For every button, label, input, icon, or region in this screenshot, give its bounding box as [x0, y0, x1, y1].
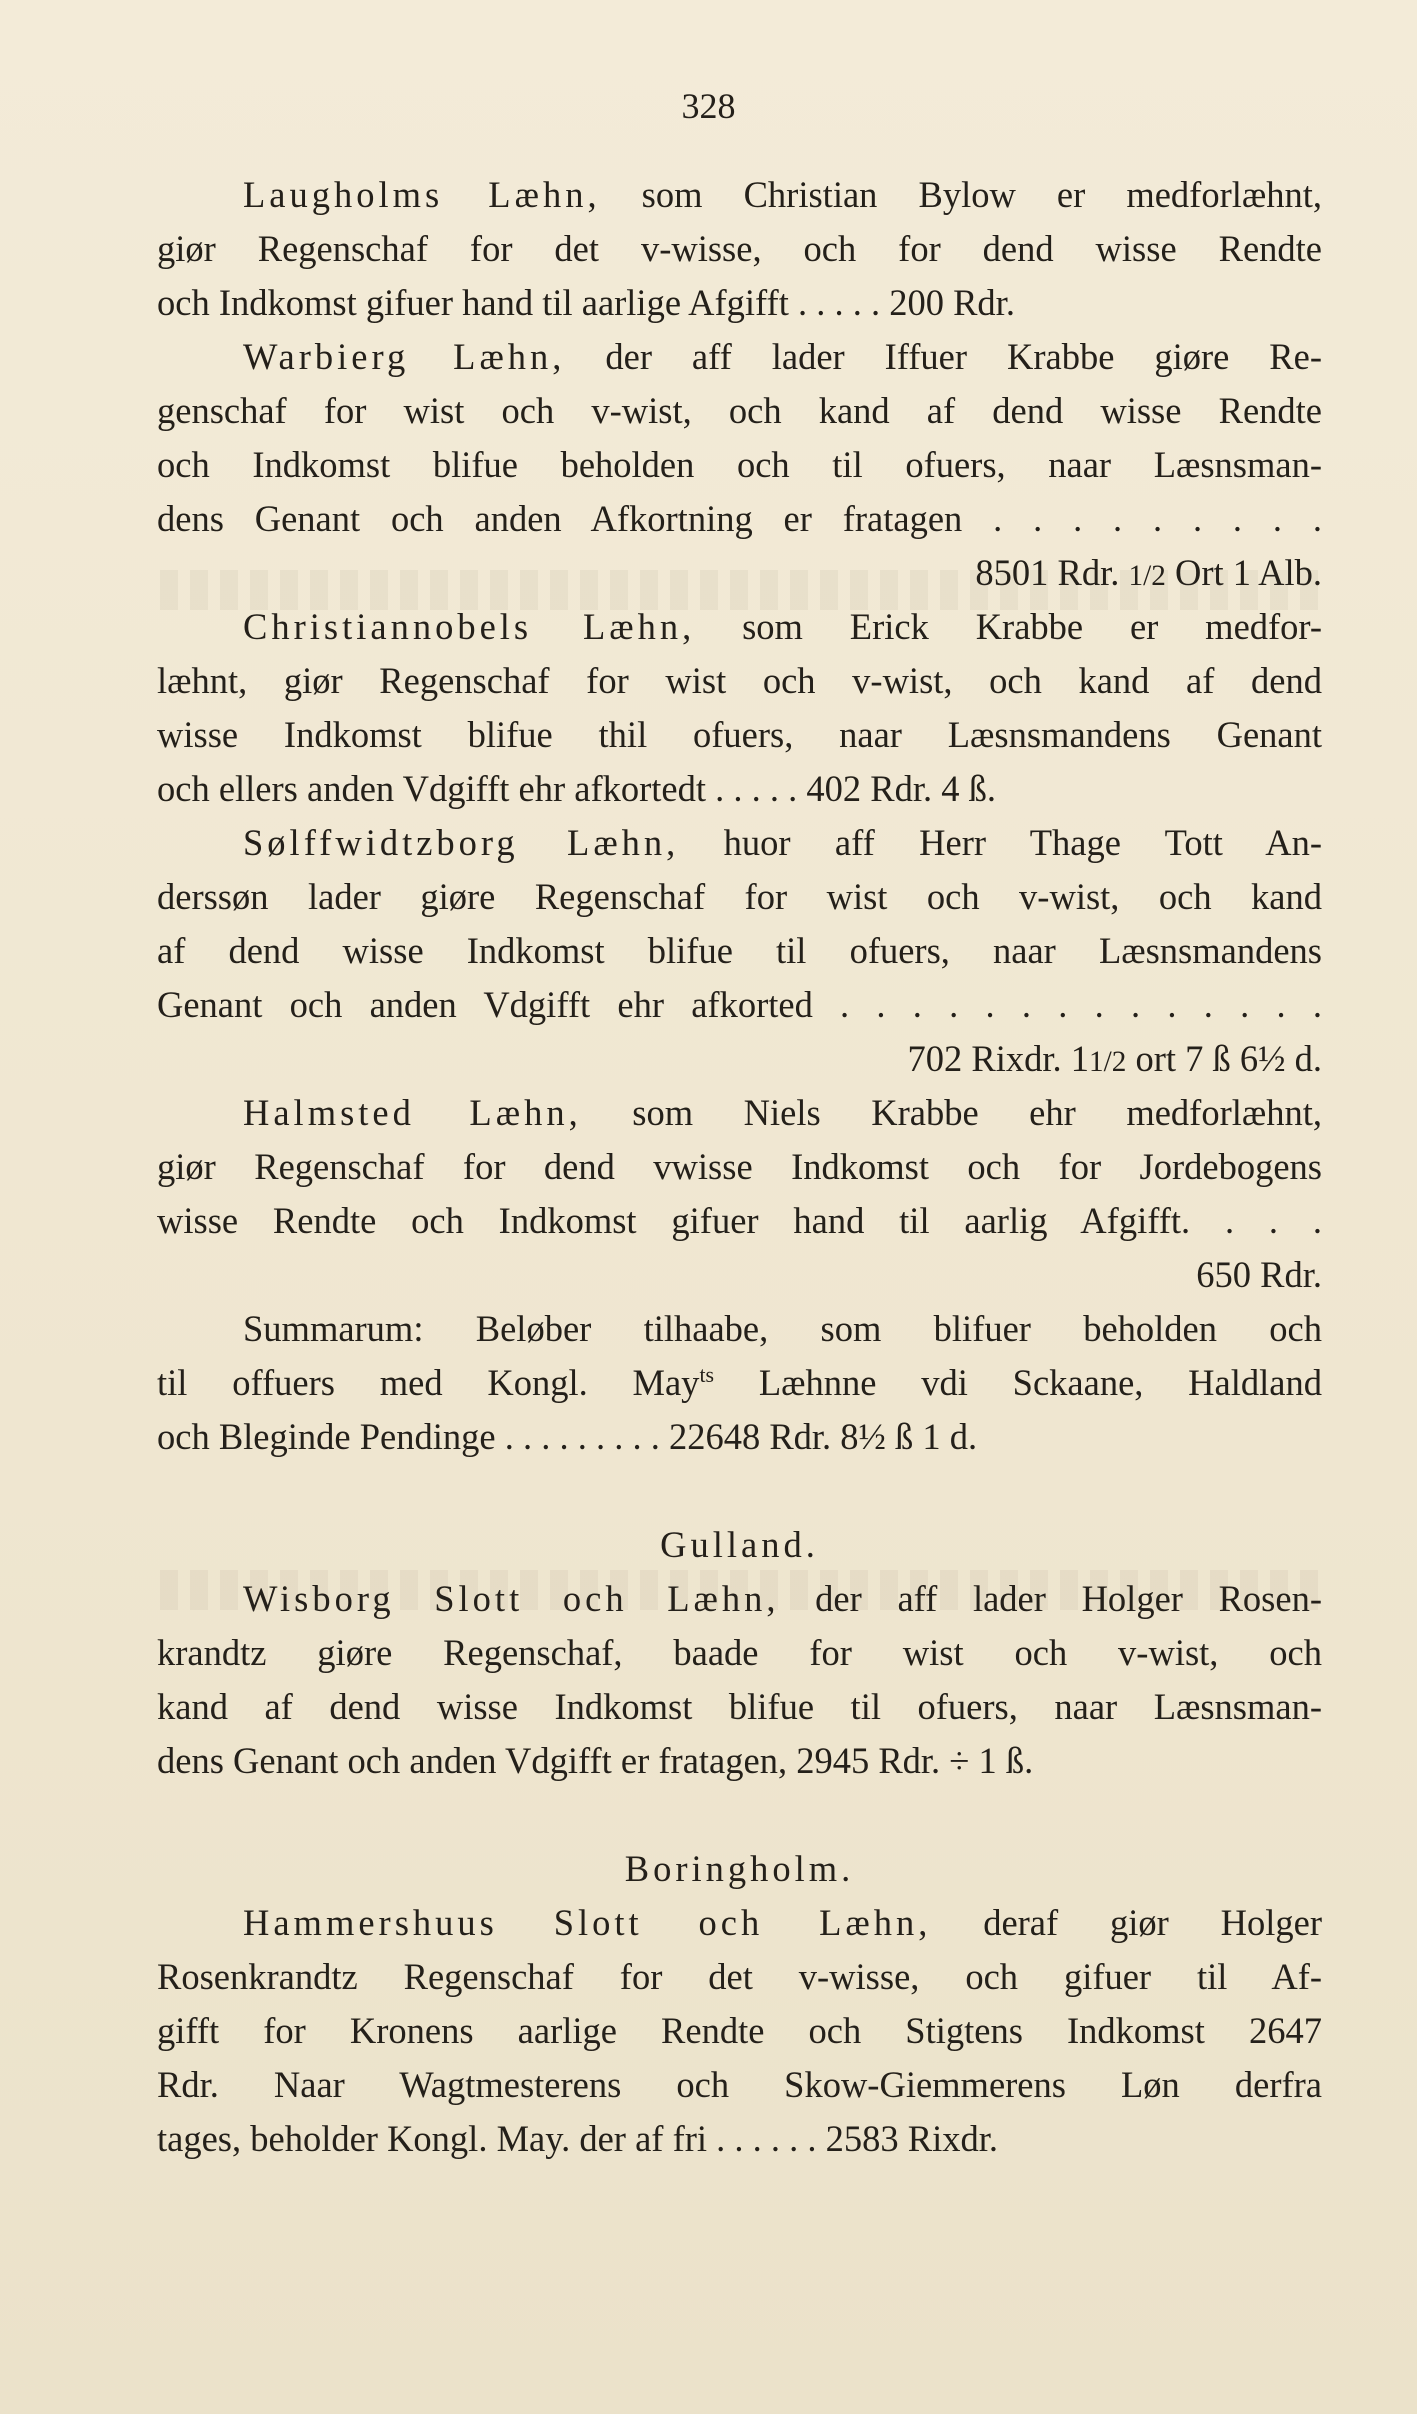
entry-name: Christiannobels Læhn, — [243, 606, 696, 647]
line-text: kand af dend wisse Indkomst blifue til ofuers, naar Læsnsman- — [157, 1686, 1322, 1727]
line-text: dens Genant och anden Afkortning er fratagen . . . . . . . . . — [157, 498, 1322, 539]
line-text: och Bleginde Pendinge . . . . . . . . . 22648 Rdr. 8½ ß 1 d. — [157, 1416, 978, 1457]
text-line — [157, 654, 1322, 708]
fraction: 1/2 — [1089, 1046, 1127, 1078]
line-text: Summarum: Beløber tilhaabe, som blifuer beholden och — [243, 1308, 1322, 1349]
entry-text: der aff lader Holger Rosen- — [779, 1578, 1322, 1619]
section-heading: Gulland. — [660, 1524, 819, 1565]
text-line — [157, 1356, 1322, 1410]
line-text: gifft for Kronens aarlige Rendte och Stigtens Indkomst 2647 — [157, 2010, 1322, 2051]
entry-text: som Niels Krabbe ehr medforlæhnt, — [581, 1092, 1322, 1133]
text-line — [157, 1734, 1322, 1788]
text-line — [157, 1410, 1322, 1464]
line-text: Genant och anden Vdgifft ehr afkorted . . . . . . . . . . . . . . — [157, 984, 1322, 1025]
text-line — [157, 168, 1322, 222]
text-line — [157, 1248, 1322, 1302]
line-text: wisse Rendte och Indkomst gifuer hand til aarlig Afgifft. . . . — [157, 1200, 1322, 1241]
text-line — [157, 816, 1322, 870]
amount-text: 650 Rdr. — [1196, 1254, 1322, 1295]
superscript: ts — [699, 1361, 715, 1387]
amount-tail: ort 7 ß 6½ d. — [1126, 1038, 1322, 1079]
text-line — [157, 2058, 1322, 2112]
text-line — [157, 1950, 1322, 2004]
text-line — [157, 222, 1322, 276]
text-line — [157, 1140, 1322, 1194]
text-line — [157, 438, 1322, 492]
text-line — [157, 870, 1322, 924]
entry-name: Hammershuus Slott och Læhn, — [243, 1902, 932, 1943]
line-text: dens Genant och anden Vdgifft er fratagen, 2945 Rdr. ÷ 1 ß. — [157, 1740, 1034, 1781]
text-line — [157, 1302, 1322, 1356]
line-text: giør Regenschaf for det v-wisse, och for dend wisse Rendte — [157, 228, 1322, 269]
line-text: til offuers med Kongl. May — [157, 1362, 700, 1403]
body-text — [157, 168, 1322, 2166]
entry-name: Halmsted Læhn, — [243, 1092, 582, 1133]
text-line — [157, 924, 1322, 978]
text-line — [157, 2112, 1322, 2166]
text-line — [157, 546, 1322, 600]
amount-text: 8501 Rdr. — [975, 552, 1129, 593]
text-line — [157, 276, 1322, 330]
text-line — [157, 600, 1322, 654]
text-line — [157, 1572, 1322, 1626]
text-line — [157, 1194, 1322, 1248]
entry-text: som Erick Krabbe er medfor- — [695, 606, 1323, 647]
amount-text: 702 Rixdr. 1 — [907, 1038, 1090, 1079]
line-text: tages, beholder Kongl. May. der af fri . . . . . . 2583 Rixdr. — [157, 2118, 999, 2159]
entry-name: Sølffwidtzborg Læhn, — [243, 822, 680, 863]
line-text: och Indkomst blifue beholden och til ofuers, naar Læsnsman- — [157, 444, 1322, 485]
entry-name: Laugholms Læhn, — [243, 174, 601, 215]
text-line — [157, 708, 1322, 762]
text-line — [157, 1032, 1322, 1086]
text-line — [157, 384, 1322, 438]
line-text: derssøn lader giøre Regenschaf for wist och v-wist, och kand — [157, 876, 1322, 917]
text-line — [157, 2004, 1322, 2058]
fraction: 1/2 — [1128, 560, 1166, 592]
text-line — [157, 492, 1322, 546]
section-heading: Boringholm. — [624, 1848, 855, 1889]
line-text: och ellers anden Vdgifft ehr afkortedt . . . . . 402 Rdr. 4 ß. — [157, 768, 996, 809]
line-text: wisse Indkomst blifue thil ofuers, naar Læsnsmandens Genant — [157, 714, 1322, 755]
line-text: af dend wisse Indkomst blifue til ofuers, naar Læsnsmandens — [157, 930, 1322, 971]
text-line — [157, 978, 1322, 1032]
page-number: 328 — [681, 86, 736, 126]
text-line — [157, 1896, 1322, 1950]
entry-name: Warbierg Læhn, — [243, 336, 566, 377]
line-text: Rosenkrandtz Regenschaf for det v-wisse, och gifuer til Af- — [157, 1956, 1322, 1997]
entry-text: huor aff Herr Thage Tott An- — [679, 822, 1322, 863]
entry-text: som Christian Bylow er medforlæhnt, — [600, 174, 1322, 215]
amount-tail: Ort 1 Alb. — [1165, 552, 1322, 593]
section-gap — [157, 1788, 1322, 1842]
line-text: genschaf for wist och v-wist, och kand af dend wisse Rendte — [157, 390, 1322, 431]
entry-text: deraf giør Holger — [931, 1902, 1322, 1943]
line-text-after: Læhnne vdi Sckaane, Haldland — [714, 1362, 1322, 1403]
line-text: læhnt, giør Regenschaf for wist och v-wist, och kand af dend — [157, 660, 1322, 701]
line-text: och Indkomst gifuer hand til aarlige Afgifft . . . . . 200 Rdr. — [157, 282, 1015, 323]
section-gap — [157, 1464, 1322, 1518]
text-line — [157, 1680, 1322, 1734]
entry-name: Wisborg Slott och Læhn, — [243, 1578, 780, 1619]
text-line — [157, 762, 1322, 816]
line-text: krandtz giøre Regenschaf, baade for wist och v-wist, och — [157, 1632, 1322, 1673]
text-line — [157, 330, 1322, 384]
text-line — [157, 1086, 1322, 1140]
entry-text: der aff lader Iffuer Krabbe giøre Re- — [565, 336, 1322, 377]
line-text: giør Regenschaf for dend vwisse Indkomst och for Jordebogens — [157, 1146, 1322, 1187]
line-text: Rdr. Naar Wagtmesterens och Skow-Giemmerens Løn derfra — [157, 2064, 1322, 2105]
text-line — [157, 1626, 1322, 1680]
